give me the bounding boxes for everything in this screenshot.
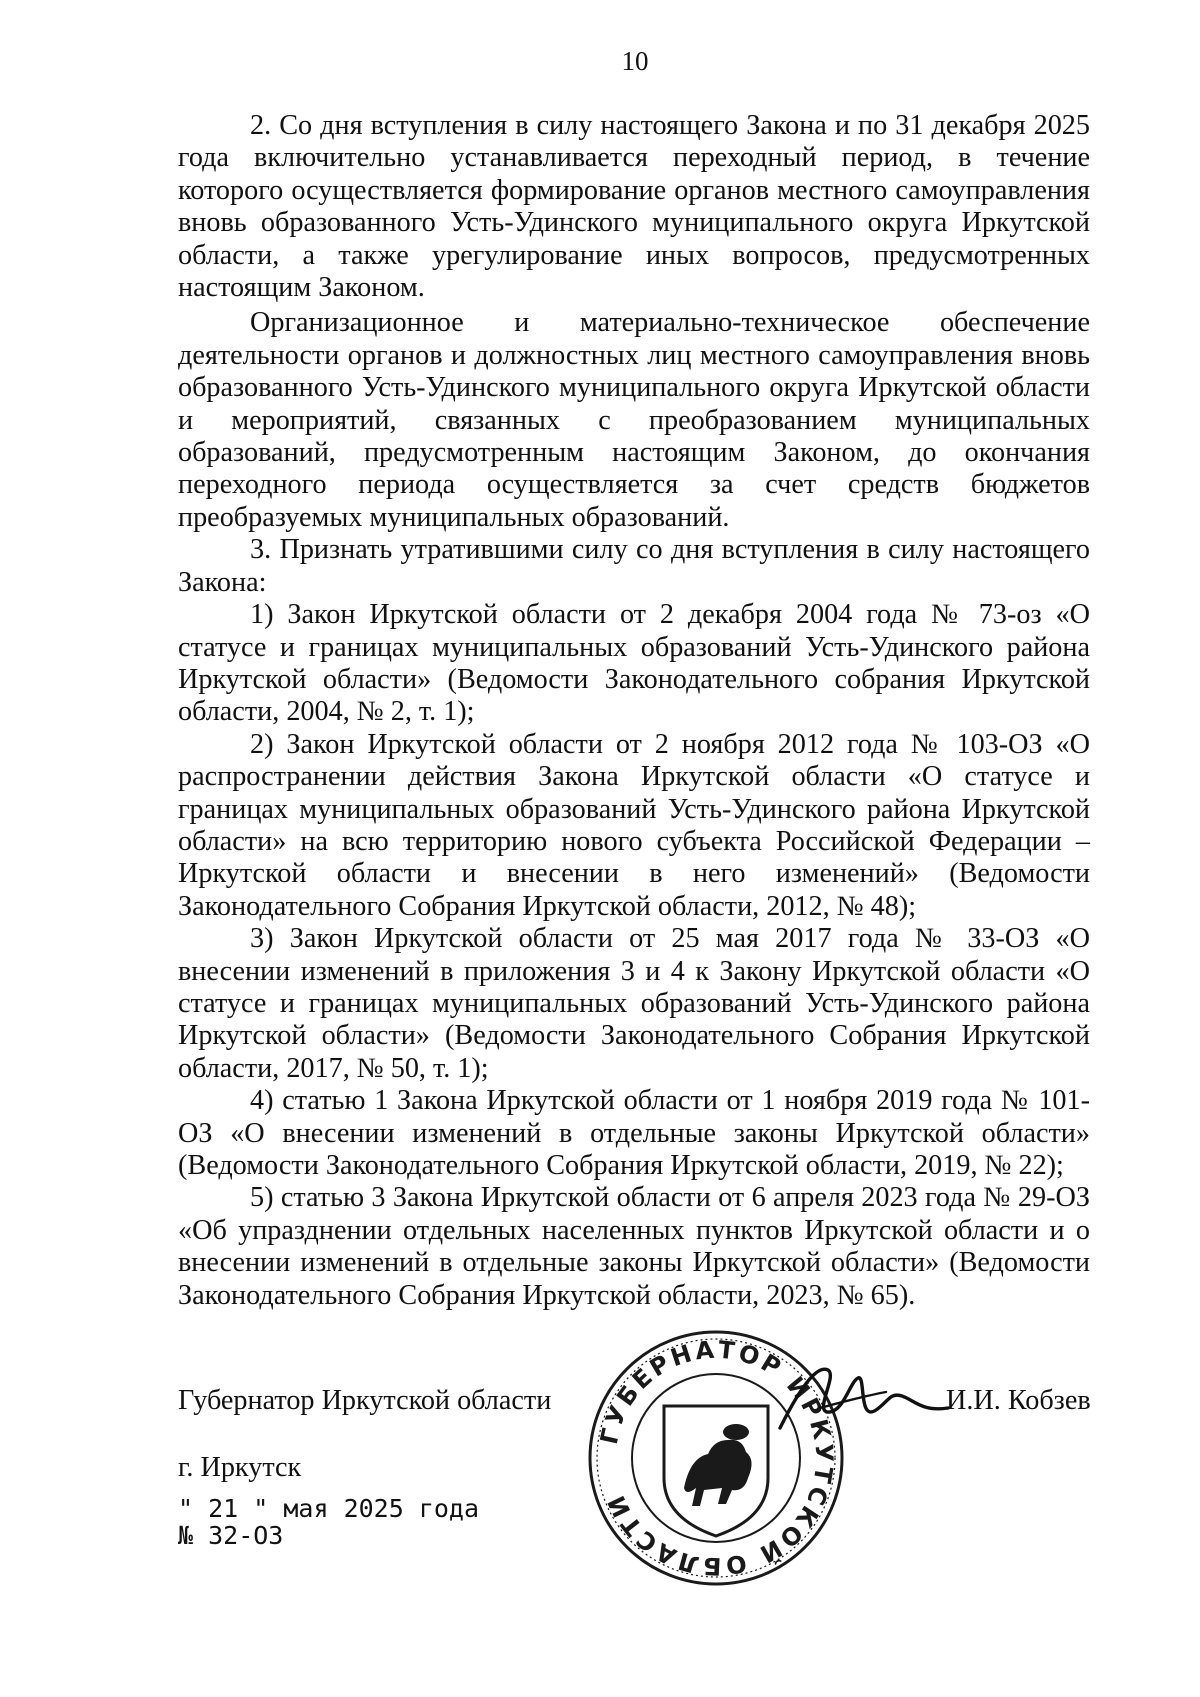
paragraph-transition-period: 2. Со дня вступления в силу настоящего Закона и по 31 декабря 2025 года включительно устанавливается переходный период, в течение которого осуществляется формирование органов местного самоуправления вновь образованного Усть-Удинского муниципального округа Иркутской области, а также урегулирование иных вопросов, предусмотренных настоящим Законом. [178, 110, 1090, 304]
paragraph-repeal-intro: 3. Признать утратившими силу со дня вступления в силу настоящего Закона: [178, 534, 1090, 598]
signing-city: г. Иркутск [178, 1452, 302, 1483]
list-item-repeal-5: 5) статью 3 Закона Иркутской области от 6 апреля 2023 года № 29-ОЗ «Об упразднении отдельных населенных пунктов Иркутской области и о внесении изменений в отдельные законы Иркутской области» (Ведомости Законодательного Собрания Иркутской области, 2023, № 65). [178, 1182, 1090, 1311]
law-body-text [178, 110, 1090, 1312]
list-item-repeal-1: 1) Закон Иркутской области от 2 декабря 2004 года № 73-оз «О статусе и границах муниципальных образований Усть-Удинского района Иркутской области» (Ведомости Законодательного собрания Иркутской области, 2004, № 2, т. 1); [178, 599, 1090, 728]
paragraph-financing: Организационное и материально-техническое обеспечение деятельности органов и должностных лиц местного самоуправления вновь образованного Усть-Удинского муниципального округа Иркутской области и мероприятий, связанных с преобразованием муниципальных образований, предусмотренным настоящим Законом, до окончания переходного периода осуществляется за счет средств бюджетов преобразуемых муниципальных образований. [178, 307, 1090, 533]
seal-text: ГУБЕРНАТОР ИРКУТСКОЙ ОБЛАСТИ [594, 1335, 839, 1581]
list-item-repeal-2: 2) Закон Иркутской области от 2 ноября 2012 года № 103-ОЗ «О распространении действия Закона Иркутской области «О статусе и границах муниципальных образований Усть-Удинского района Иркутской области» на всю территорию нового субъекта Российской Федерации – Иркутской области и внесении в него изменений» (Ведомости Законодательного Собрания Иркутской области, 2012, № 48); [178, 728, 1090, 922]
page-number: 10 [621, 46, 649, 76]
signature-icon [772, 1352, 958, 1444]
signatory-title: Губернатор Иркутской области [178, 1385, 552, 1416]
list-item-repeal-3: 3) Закон Иркутской области от 25 мая 2017 года № 33-ОЗ «О внесении изменений в приложения 3 и 4 к Закону Иркутской области «О статусе и границах муниципальных образований Усть-Удинского района Иркутской области» (Ведомости Законодательного Собрания Иркутской области, 2017, № 50, т. 1); [178, 923, 1090, 1084]
signatory-name: И.И. Кобзев [946, 1385, 1091, 1416]
list-item-repeal-4: 4) статью 1 Закона Иркутской области от 1 ноября 2019 года № 101-ОЗ «О внесении изменений в отдельные законы Иркутской области» (Ведомости Законодательного Собрания Иркутской области, 2019, № 22); [178, 1085, 1090, 1181]
signing-date: " 21 " мая 2025 года [178, 1494, 480, 1523]
law-number: № 32-ОЗ [178, 1521, 284, 1550]
